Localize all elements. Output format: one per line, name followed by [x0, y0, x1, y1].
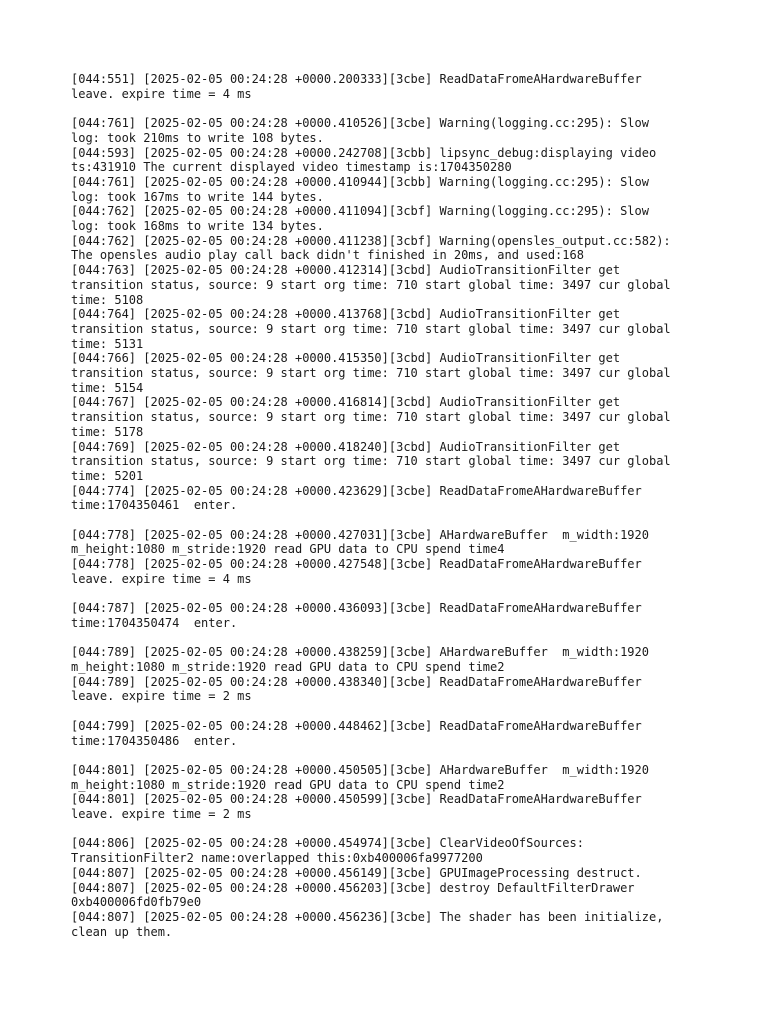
log-entry: [044:807] [2025-02-05 00:24:28 +0000.456203][3cbe] destroy DefaultFilterDrawer 0xb400006fd0fb79e0 — [71, 880, 635, 910]
log-entry: [044:761] [2025-02-05 00:24:28 +0000.410526][3cbe] Warning(logging.cc:295): Slow log: took 210ms to write 108 bytes. — [71, 116, 649, 145]
log-blank-line — [71, 822, 731, 837]
log-entry: [044:778] [2025-02-05 00:24:28 +0000.427548][3cbe] ReadDataFromeAHardwareBuffer leave. expire time = 4 ms — [71, 557, 642, 586]
log-blank-line — [71, 631, 731, 646]
log-entry: [044:764] [2025-02-05 00:24:28 +0000.413768][3cbd] AudioTransitionFilter get transition status, source: 9 start org time: 710 start global time: 3497 cur global time: 5131 — [71, 307, 671, 351]
log-entry: [044:789] [2025-02-05 00:24:28 +0000.438259][3cbe] AHardwareBuffer m_width:1920 m_height:1080 m_stride:1920 read GPU data to CPU spend time2 — [71, 645, 649, 675]
log-entry: [044:551] [2025-02-05 00:24:28 +0000.200333][3cbe] ReadDataFromeAHardwareBuffer leave. expire time = 4 ms — [71, 72, 642, 101]
log-document — [71, 72, 731, 939]
log-entry: [044:778] [2025-02-05 00:24:28 +0000.427031][3cbe] AHardwareBuffer m_width:1920 m_height:1080 m_stride:1920 read GPU data to CPU spend time4 — [71, 527, 649, 557]
log-entry: [044:787] [2025-02-05 00:24:28 +0000.436093][3cbe] ReadDataFromeAHardwareBuffer time:1704350474 enter. — [71, 601, 642, 630]
log-blank-line — [71, 587, 731, 602]
log-entry: [044:767] [2025-02-05 00:24:28 +0000.416814][3cbd] AudioTransitionFilter get transition status, source: 9 start org time: 710 start global time: 3497 cur global time: 5178 — [71, 395, 671, 439]
log-entry: [044:801] [2025-02-05 00:24:28 +0000.450505][3cbe] AHardwareBuffer m_width:1920 m_height:1080 m_stride:1920 read GPU data to CPU spend time2 — [71, 762, 649, 792]
log-entry: [044:789] [2025-02-05 00:24:28 +0000.438340][3cbe] ReadDataFromeAHardwareBuffer leave. expire time = 2 ms — [71, 674, 642, 704]
log-entry: [044:763] [2025-02-05 00:24:28 +0000.412314][3cbd] AudioTransitionFilter get transition status, source: 9 start org time: 710 start global time: 3497 cur global time: 5108 — [71, 263, 671, 307]
log-blank-line — [71, 513, 731, 528]
log-blank-line — [71, 704, 731, 719]
log-entry: [044:806] [2025-02-05 00:24:28 +0000.454974][3cbe] ClearVideoOfSources: TransitionFilter2 name:overlapped this:0xb400006fa9977200 — [71, 836, 584, 866]
log-entry: [044:593] [2025-02-05 00:24:28 +0000.242708][3cbb] lipsync_debug:displaying video ts:431910 The current displayed video timestamp is:1704350280 — [71, 145, 657, 175]
log-blank-line — [71, 101, 731, 116]
log-entry: [044:807] [2025-02-05 00:24:28 +0000.456149][3cbe] GPUImageProcessing destruct. — [71, 865, 642, 880]
log-entry: [044:762] [2025-02-05 00:24:28 +0000.411094][3cbf] Warning(logging.cc:295): Slow log: took 168ms to write 134 bytes. — [71, 204, 649, 234]
log-blank-line — [71, 748, 731, 763]
log-entry: [044:769] [2025-02-05 00:24:28 +0000.418240][3cbd] AudioTransitionFilter get transition status, source: 9 start org time: 710 start global time: 3497 cur global time: 5201 — [71, 439, 671, 483]
log-entry: [044:762] [2025-02-05 00:24:28 +0000.411238][3cbf] Warning(opensles_output.cc:582): The opensles audio play call back didn't finished in 20ms, and used:168 — [71, 233, 671, 263]
log-entry: [044:799] [2025-02-05 00:24:28 +0000.448462][3cbe] ReadDataFromeAHardwareBuffer time:1704350486 enter. — [71, 718, 642, 748]
log-entry: [044:761] [2025-02-05 00:24:28 +0000.410944][3cbb] Warning(logging.cc:295): Slow log: took 167ms to write 144 bytes. — [71, 174, 649, 204]
log-entry: [044:774] [2025-02-05 00:24:28 +0000.423629][3cbe] ReadDataFromeAHardwareBuffer time:1704350461 enter. — [71, 483, 642, 513]
log-entry: [044:807] [2025-02-05 00:24:28 +0000.456236][3cbe] The shader has been initialize, clean up them. — [71, 909, 664, 939]
log-entry: [044:766] [2025-02-05 00:24:28 +0000.415350][3cbd] AudioTransitionFilter get transition status, source: 9 start org time: 710 start global time: 3497 cur global time: 5154 — [71, 351, 671, 395]
log-entry: [044:801] [2025-02-05 00:24:28 +0000.450599][3cbe] ReadDataFromeAHardwareBuffer leave. expire time = 2 ms — [71, 792, 642, 822]
